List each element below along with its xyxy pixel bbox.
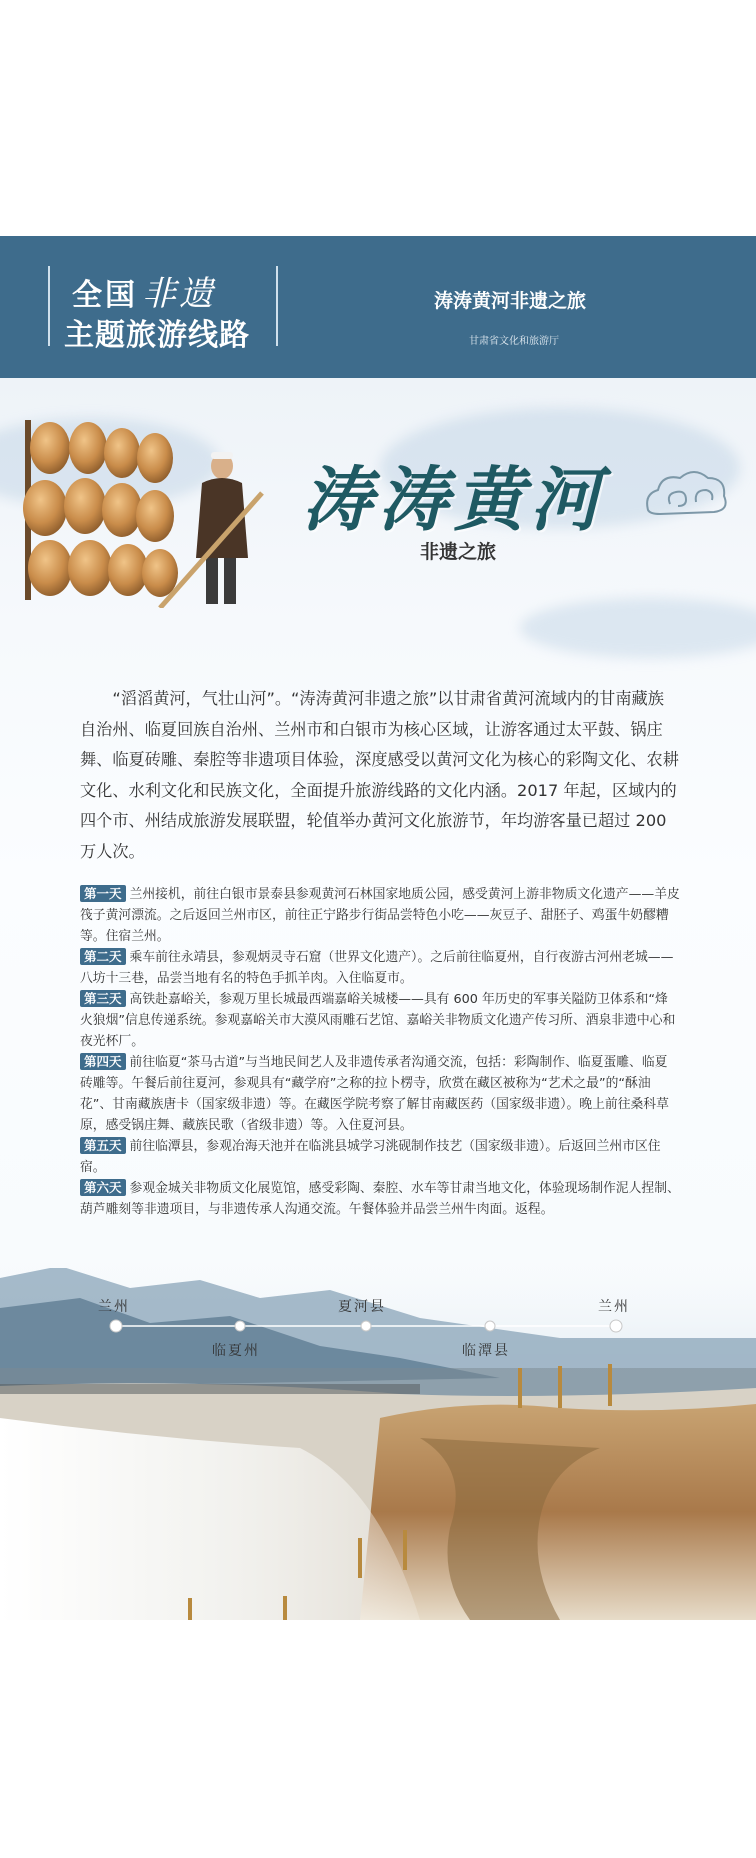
series-title-line2: 主题旅游线路 — [64, 318, 250, 353]
route-stop-lintan: 临潭县 — [462, 1343, 510, 1359]
itinerary-day — [80, 989, 680, 1052]
route-stop-linxia: 临夏州 — [212, 1343, 260, 1359]
header-banner — [0, 236, 756, 378]
series-title-line1 — [72, 266, 216, 315]
series-logo — [48, 266, 278, 353]
day-text: 乘车前往永靖县，参观炳灵寺石窟（世界文化遗产）。之后前往临夏州，自行夜游古河州老城——八坊十三巷，品尝当地有名的特色手抓羊肉。入住临夏市。 — [80, 950, 674, 986]
day-text: 高铁赴嘉峪关，参观万里长城最西端嘉峪关城楼——具有 600 年历史的军事关隘防卫体系和“烽火狼烟”信息传递系统。参观嘉峪关市大漠风雨雕石艺馆、嘉峪关非物质文化遗产传习所、酒泉非遗中心和夜光杯厂。 — [80, 992, 676, 1049]
route-line — [0, 1278, 756, 1368]
cloud-swirl-icon — [640, 466, 732, 526]
route-name: 涛涛黄河非遗之旅 — [434, 290, 587, 312]
hero-title: 涛涛黄河 — [302, 458, 606, 541]
day-tag: 第四天 — [80, 1053, 126, 1070]
itinerary-day — [80, 884, 680, 947]
day-text: 前往临潭县，参观冶海天池并在临洮县城学习洮砚制作技艺（国家级非遗）。后返回兰州市区住宿。 — [80, 1139, 661, 1175]
gourd-craftsman-photo — [10, 408, 290, 608]
route-stop-lanzhou-start: 兰州 — [98, 1299, 130, 1315]
hero-subtitle: 非遗之旅 — [420, 541, 497, 563]
route-timeline — [0, 1278, 756, 1368]
itinerary-day — [80, 947, 680, 989]
intro-paragraph: “滔滔黄河，气壮山河”。“涛涛黄河非遗之旅”以甘肃省黄河流域内的甘南藏族自治州、临夏回族自治州、兰州市和白银市为核心区域，让游客通过太平鼓、锅庄舞、临夏砖雕、秦腔等非遗项目体验，深度感受以黄河文化为核心的彩陶文化、农耕文化、水利文化和民族文化，全面提升旅游线路的文化内涵。2017 年起，区域内的四个市、州结成旅游发展联盟，轮值举办黄河文化旅游节，年均游客量已超过 200 万人次。 — [80, 689, 679, 861]
route-stop-lanzhou-end: 兰州 — [598, 1299, 630, 1315]
route-stop-xiahe: 夏河县 — [338, 1299, 386, 1315]
day-text: 前往临夏“茶马古道”与当地民间艺人及非遗传承者沟通交流，包括：彩陶制作、临夏蛋雕、临夏砖雕等。午餐后前往夏河，参观具有“藏学府”之称的拉卜楞寺，欣赏在藏区被称为“艺术之最”的“酥油花”、甘南藏族唐卡（国家级非遗）等。在藏医学院考察了解甘南藏医药（国家级非遗）。晚上前往桑科草原，感受锅庄舞、藏族民歌（省级非遗）等。入住夏河县。 — [80, 1055, 669, 1133]
day-text: 兰州接机，前往白银市景泰县参观黄河石林国家地质公园，感受黄河上游非物质文化遗产——羊皮筏子黄河漂流。之后返回兰州市区，前往正宁路步行街品尝特色小吃——灰豆子、甜胚子、鸡蛋牛奶醪糟等。住宿兰州。 — [80, 887, 680, 944]
day-tag: 第二天 — [80, 948, 126, 965]
publisher: 甘肃省文化和旅游厅 — [469, 336, 559, 347]
series-title-feiyi: 非遗 — [142, 274, 216, 314]
day-tag: 第五天 — [80, 1137, 126, 1154]
itinerary-day — [80, 1136, 680, 1178]
cloud-decoration — [520, 598, 756, 658]
itinerary-day — [80, 1052, 680, 1136]
day-tag: 第三天 — [80, 990, 126, 1007]
poster-body — [0, 378, 756, 1620]
day-tag: 第一天 — [80, 885, 126, 902]
day-text: 参观金城关非物质文化展览馆，感受彩陶、秦腔、水车等甘肃当地文化，体验现场制作泥人捏制、葫芦雕刻等非遗项目，与非遗传承人沟通交流。午餐体验并品尝兰州牛肉面。返程。 — [80, 1181, 680, 1217]
series-title-quanguo: 全国 — [72, 278, 138, 313]
itinerary — [80, 884, 680, 1220]
day-tag: 第六天 — [80, 1179, 126, 1196]
itinerary-day — [80, 1178, 680, 1220]
